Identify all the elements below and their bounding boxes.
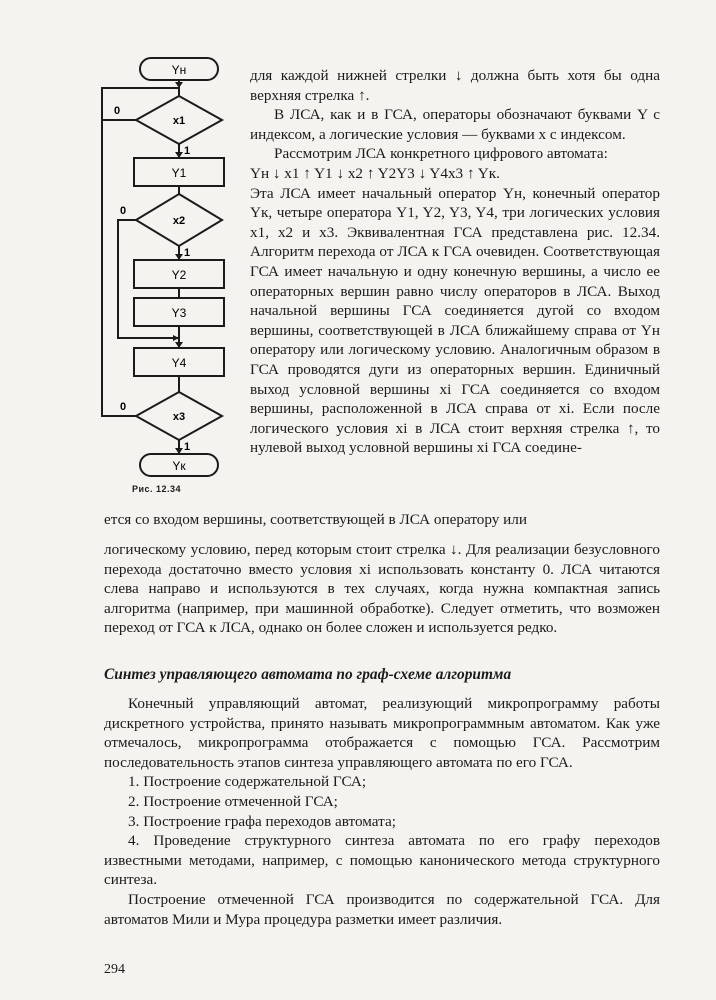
y2-label: Y2 <box>171 268 187 282</box>
x2-one-label: 1 <box>184 247 191 259</box>
section-body <box>104 694 660 929</box>
y1-label: Y1 <box>171 166 187 180</box>
y4-label: Y4 <box>171 356 187 370</box>
lsa-formula: Yн ↓ x1 ↑ Y1 ↓ x2 ↑ Y2Y3 ↓ Y4x3 ↑ Yк. <box>250 164 500 182</box>
x3-label: x3 <box>172 411 186 423</box>
paragraph-continuation-line: ется со входом вершины, соответствующей в ЛСА оператору или <box>104 511 527 528</box>
x3-one-label: 1 <box>184 441 191 453</box>
paragraph-example-body: Эта ЛСА имеет начальный оператор Yн, конечный оператор Yк, четыре оператора Y1, Y2, Y3, Y4, три логических условия x1, x2 и x3. Эквивалентная ГСА представлена рис. 12.34. Алгоритм перехода от ЛСА к ГСА очевиден. Соответствующая ГСА имеет начальную и одну конечную вершины, а число ее операторных вершин равно числу операторов в ЛСА. Выход начальной вершины ГСА соединяется дугой со входом вершины, соответствующей в ЛСА ближайшему справа от Yн оператору или логическому условию. Аналогичным образом в ГСА проводятся дуги из операторных вершин. Единичный выход условной вершины xi ГСА соединяется со входом вершины, расположенной в ЛСА справа от xi. Если после логического условия xi в ЛСА стоит верхняя стрелка ↑, то нулевой выход условной вершины xi ГСА соедине- <box>250 184 660 457</box>
y3-label: Y3 <box>171 306 187 320</box>
end-label: Yк <box>172 459 186 473</box>
flowchart-figure <box>96 52 244 507</box>
list-item: 3. Построение графа переходов автомата; <box>128 812 396 830</box>
page-number: 294 <box>104 962 125 977</box>
x2-zero-label: 0 <box>120 205 127 217</box>
paragraph-lsa-usage-block <box>104 540 660 638</box>
section-heading-block <box>104 666 660 684</box>
x1-label: x1 <box>172 115 186 127</box>
paragraph-notation: В ЛСА, как и в ГСА, операторы обозначают буквами Y с индексом, а логические условия — буквами x с индексом. <box>250 106 660 143</box>
paragraph-marking: Построение отмеченной ГСА производится по содержательной ГСА. Для автоматов Мили и Мура процедура разметки имеет различия. <box>104 890 660 928</box>
x3-zero-label: 0 <box>120 401 127 413</box>
x1-zero-label: 0 <box>114 105 121 117</box>
section-heading: Синтез управляющего автомата по граф-схеме алгоритма <box>104 666 512 683</box>
flowchart-svg <box>96 52 244 482</box>
paragraph-arrows: для каждой нижней стрелки ↓ должна быть хотя бы одна верхняя стрелка ↑. <box>250 67 660 104</box>
list-item: 1. Построение содержательной ГСА; <box>128 773 367 791</box>
steps-list <box>104 772 660 890</box>
start-label: Yн <box>171 63 187 77</box>
figure-caption: Рис. 12.34 <box>132 484 182 494</box>
list-item: 2. Построение отмеченной ГСА; <box>128 792 338 810</box>
paragraph-example-intro: Рассмотрим ЛСА конкретного цифрового автомата: <box>274 145 608 163</box>
right-column <box>250 66 660 458</box>
paragraph-continuation <box>104 510 660 530</box>
x1-one-label: 1 <box>184 145 191 157</box>
paragraph-automaton: Конечный управляющий автомат, реализующий микропрограмму работы дискретного устройства, принято называть микропрограммным автоматом. Как уже отмечалось, микропрограмма отображается с помощью ГСА. Рассмотрим последовательность этапов синтеза управляющего автомата по его ГСА. <box>104 695 660 771</box>
list-item: 4. Проведение структурного синтеза автомата по его графу переходов известными методами, например, с помощью канонического метода структурного синтеза. <box>104 832 660 889</box>
paragraph-lsa-usage: логическому условию, перед которым стоит стрелка ↓. Для реализации безусловного перехода достаточно вместо условия xi использовать константу 0. ЛСА читаются слева направо и используются в тех случаях, когда нужна компактная запись алгоритма (например, при машинной обработке). Следует отметить, что возможен переход от ГСА к ЛСА, однако он более сложен и используется редко. <box>104 541 660 637</box>
x2-label: x2 <box>172 215 186 227</box>
